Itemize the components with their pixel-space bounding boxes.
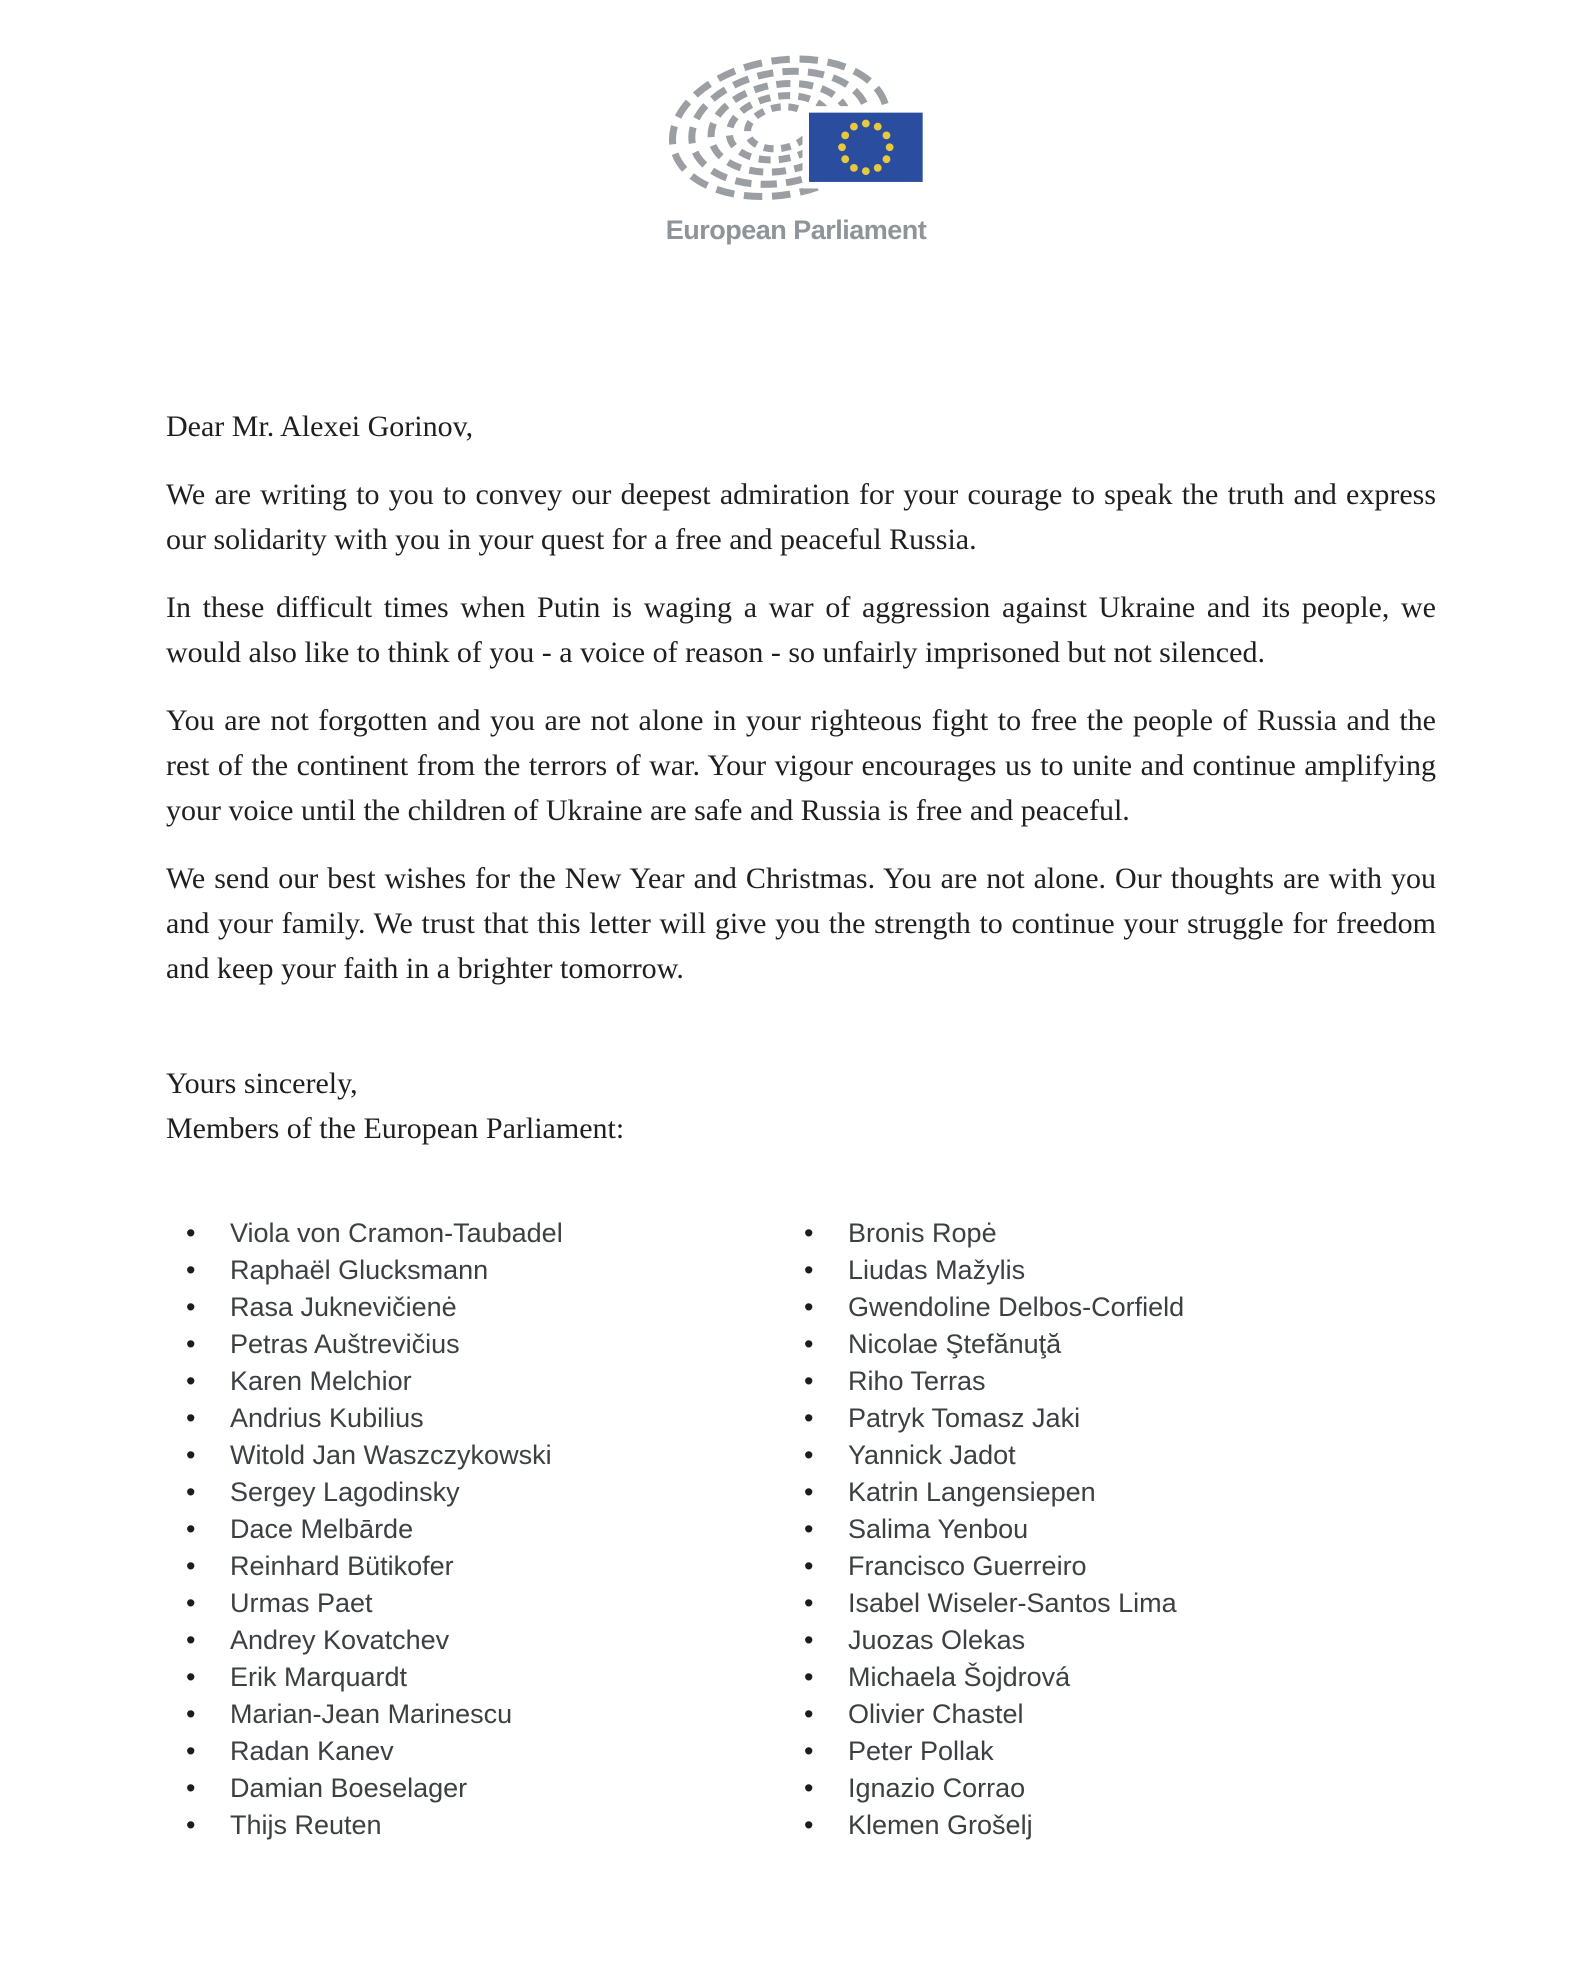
signatory-item [804, 1326, 1436, 1363]
signatory-name: Raphaël Glucksmann [230, 1255, 489, 1285]
signatory-name: Radan Kanev [230, 1736, 394, 1766]
paragraph-1: We are writing to you to convey our deepest admiration for your courage to speak the truth and express our solidarity with you in your quest for a free and peaceful Russia. [166, 478, 1436, 556]
bullet-icon: • [804, 1810, 814, 1840]
bullet-icon: • [804, 1440, 814, 1470]
signatory-name: Juozas Olekas [848, 1625, 1026, 1655]
signatory-item [804, 1770, 1436, 1807]
signatory-item [186, 1400, 804, 1437]
signatory-name: Peter Pollak [848, 1736, 994, 1766]
signatory-name: Olivier Chastel [848, 1699, 1024, 1729]
closing-block [166, 1061, 1436, 1151]
bullet-icon: • [186, 1514, 196, 1544]
signatory-name: Witold Jan Waszczykowski [230, 1440, 552, 1470]
signatory-name: Sergey Lagodinsky [230, 1477, 460, 1507]
signatory-name: Patryk Tomasz Jaki [848, 1403, 1081, 1433]
signatory-name: Liudas Mažylis [848, 1255, 1026, 1285]
signatory-name: Rasa Juknevičienė [230, 1292, 457, 1322]
signatory-name: Dace Melbārde [230, 1514, 414, 1544]
signatory-item [804, 1289, 1436, 1326]
signatory-item [804, 1585, 1436, 1622]
signatory-name: Damian Boeselager [230, 1773, 468, 1803]
signatory-item [804, 1400, 1436, 1437]
signatory-name: Thijs Reuten [230, 1810, 382, 1840]
bullet-icon: • [804, 1477, 814, 1507]
signatory-item [804, 1548, 1436, 1585]
european-parliament-logo [626, 0, 966, 246]
signatory-item [804, 1474, 1436, 1511]
signatory-item [804, 1363, 1436, 1400]
signatory-name: Reinhard Bütikofer [230, 1551, 454, 1581]
paragraph-3: You are not forgotten and you are not alone in your righteous fight to free the people of Russia and the rest of the continent from the terrors of war. Your vigour encourages us to unite and continue amplifying your voice until the children of Ukraine are safe and Russia is free and peaceful. [166, 704, 1436, 827]
signatory-item [186, 1770, 804, 1807]
signatory-name: Salima Yenbou [848, 1514, 1029, 1544]
signatory-name: Erik Marquardt [230, 1662, 408, 1692]
signatory-name: Viola von Cramon-Taubadel [230, 1218, 563, 1248]
paragraph-2: In these difficult times when Putin is waging a war of aggression against Ukraine and its people, we would also like to think of you - a voice of reason - so unfairly imprisoned but not silenced. [166, 591, 1436, 669]
letter-body [166, 404, 1436, 1844]
signatory-item [186, 1326, 804, 1363]
signatory-item [186, 1622, 804, 1659]
signatory-item [804, 1622, 1436, 1659]
eu-flag-icon [806, 109, 926, 185]
signatory-name: Riho Terras [848, 1366, 986, 1396]
signatory-name: Klemen Grošelj [848, 1810, 1033, 1840]
bullet-icon: • [186, 1440, 196, 1470]
bullet-icon: • [804, 1625, 814, 1655]
bullet-icon: • [186, 1773, 196, 1803]
signatory-item [804, 1215, 1436, 1252]
signatory-name: Isabel Wiseler-Santos Lima [848, 1588, 1177, 1618]
bullet-icon: • [186, 1403, 196, 1433]
signatory-item [804, 1252, 1436, 1289]
bullet-icon: • [186, 1625, 196, 1655]
signatory-name: Karen Melchior [230, 1366, 412, 1396]
signatory-item [186, 1215, 804, 1252]
bullet-icon: • [186, 1218, 196, 1248]
signatory-item [186, 1511, 804, 1548]
signatory-name: Marian-Jean Marinescu [230, 1699, 513, 1729]
bullet-icon: • [186, 1699, 196, 1729]
salutation: Dear Mr. Alexei Gorinov, [166, 410, 474, 443]
signatory-name: Bronis Ropė [848, 1218, 997, 1248]
signatory-item [186, 1659, 804, 1696]
bullet-icon: • [186, 1551, 196, 1581]
bullet-icon: • [186, 1662, 196, 1692]
signatory-name: Francisco Guerreiro [848, 1551, 1087, 1581]
closing-line-2: Members of the European Parliament: [166, 1112, 625, 1145]
bullet-icon: • [804, 1366, 814, 1396]
signatory-item [804, 1733, 1436, 1770]
signatory-item [804, 1659, 1436, 1696]
bullet-icon: • [186, 1292, 196, 1322]
bullet-icon: • [186, 1810, 196, 1840]
signatory-item [186, 1696, 804, 1733]
signatory-name: Yannick Jadot [848, 1440, 1016, 1470]
signatory-item [186, 1548, 804, 1585]
bullet-icon: • [804, 1403, 814, 1433]
bullet-icon: • [804, 1218, 814, 1248]
signatory-name: Andrius Kubilius [230, 1403, 424, 1433]
signatory-name: Michaela Šojdrová [848, 1662, 1071, 1692]
signatory-item [186, 1437, 804, 1474]
signatory-item [186, 1585, 804, 1622]
bullet-icon: • [186, 1255, 196, 1285]
signatory-item [186, 1252, 804, 1289]
bullet-icon: • [186, 1736, 196, 1766]
bullet-icon: • [804, 1662, 814, 1692]
signatory-item [804, 1807, 1436, 1844]
signatory-name: Petras Auštrevičius [230, 1329, 460, 1359]
bullet-icon: • [186, 1366, 196, 1396]
bullet-icon: • [186, 1588, 196, 1618]
signatory-item [804, 1511, 1436, 1548]
bullet-icon: • [804, 1588, 814, 1618]
bullet-icon: • [804, 1773, 814, 1803]
signatory-item [804, 1437, 1436, 1474]
closing-line-1: Yours sincerely, [166, 1067, 358, 1100]
bullet-icon: • [804, 1255, 814, 1285]
signatory-name: Katrin Langensiepen [848, 1477, 1096, 1507]
bullet-icon: • [186, 1329, 196, 1359]
signatory-name: Nicolae Ştefănuţă [848, 1329, 1062, 1359]
bullet-icon: • [804, 1699, 814, 1729]
bullet-icon: • [804, 1514, 814, 1544]
signatory-name: Gwendoline Delbos-Corfield [848, 1292, 1185, 1322]
signatory-name: Andrey Kovatchev [230, 1625, 450, 1655]
signatories-column-right [804, 1215, 1436, 1844]
signatories-column-left [186, 1215, 804, 1844]
signatory-name: Urmas Paet [230, 1588, 373, 1618]
signatories-list [186, 1215, 1436, 1844]
bullet-icon: • [186, 1477, 196, 1507]
bullet-icon: • [804, 1551, 814, 1581]
bullet-icon: • [804, 1329, 814, 1359]
hemicycle-eu-flag-icon [666, 52, 926, 209]
signatory-item [186, 1807, 804, 1844]
signatory-item [186, 1733, 804, 1770]
paragraph-4: We send our best wishes for the New Year and Christmas. You are not alone. Our thoughts are with you and your family. We trust that this letter will give you the strength to continue your struggle for freedom and keep your faith in a brighter tomorrow. [166, 862, 1436, 985]
bullet-icon: • [804, 1292, 814, 1322]
bullet-icon: • [804, 1736, 814, 1766]
signatory-name: Ignazio Corrao [848, 1773, 1026, 1803]
signatory-item [186, 1289, 804, 1326]
signatory-item [186, 1363, 804, 1400]
logo-caption: European Parliament [665, 215, 927, 245]
signatory-item [186, 1474, 804, 1511]
signatory-item [804, 1696, 1436, 1733]
